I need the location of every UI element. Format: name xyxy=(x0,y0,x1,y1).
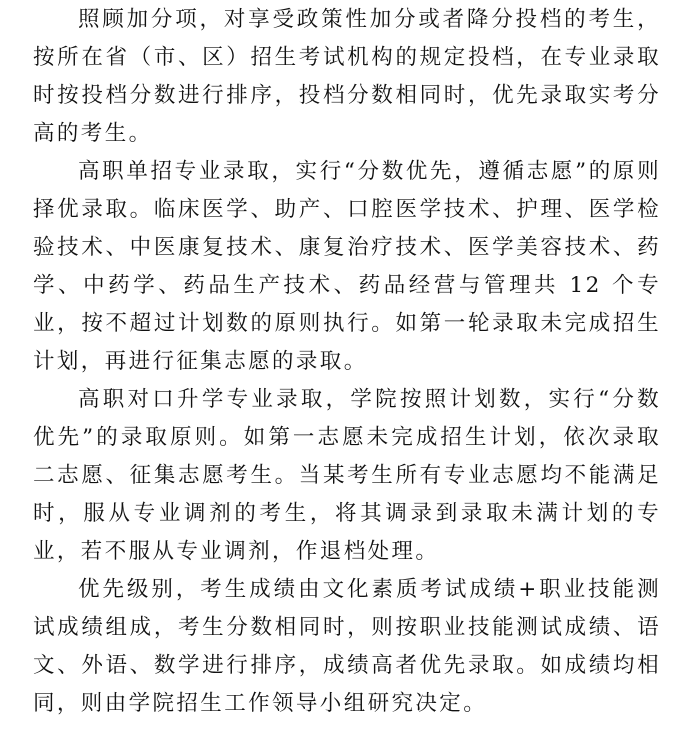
paragraph-single-admission: 高职单招专业录取，实行“分数优先，遵循志愿”的原则择优录取。临床医学、助产、口腔医学技术、护理、医学检验技术、中医康复技术、康复治疗技术、医学美容技术、药学、中药学、药品生产技术、药品经营与管理共 12 个专业，按不超过计划数的原则执行。如第一轮录取未完成招生计划，再进行征集志愿的录取。 xyxy=(33,159,661,374)
paragraph-priority-level: 优先级别，考生成绩由文化素质考试成绩+职业技能测试成绩组成，考生分数相同时，则按职业技能测试成绩、语文、外语、数学进行排序，成绩高者优先录取。如成绩均相同，则由学院招生工作领导小组研究决定。 xyxy=(33,577,661,716)
paragraph-vocational-upgrade: 高职对口升学专业录取，学院按照计划数，实行“分数优先”的录取原则。如第一志愿未完成招生计划，依次录取二志愿、征集志愿考生。当某考生所有专业志愿均不能满足时，服从专业调剂的考生，将其调录到录取未满计划的专业，若不服从专业调剂，作退档处理。 xyxy=(33,387,661,564)
paragraph-bonus-points: 照顾加分项，对享受政策性加分或者降分投档的考生，按所在省（市、区）招生考试机构的规定投档，在专业录取时按投档分数进行排序，投档分数相同时，优先录取实考分高的考生。 xyxy=(33,7,661,146)
